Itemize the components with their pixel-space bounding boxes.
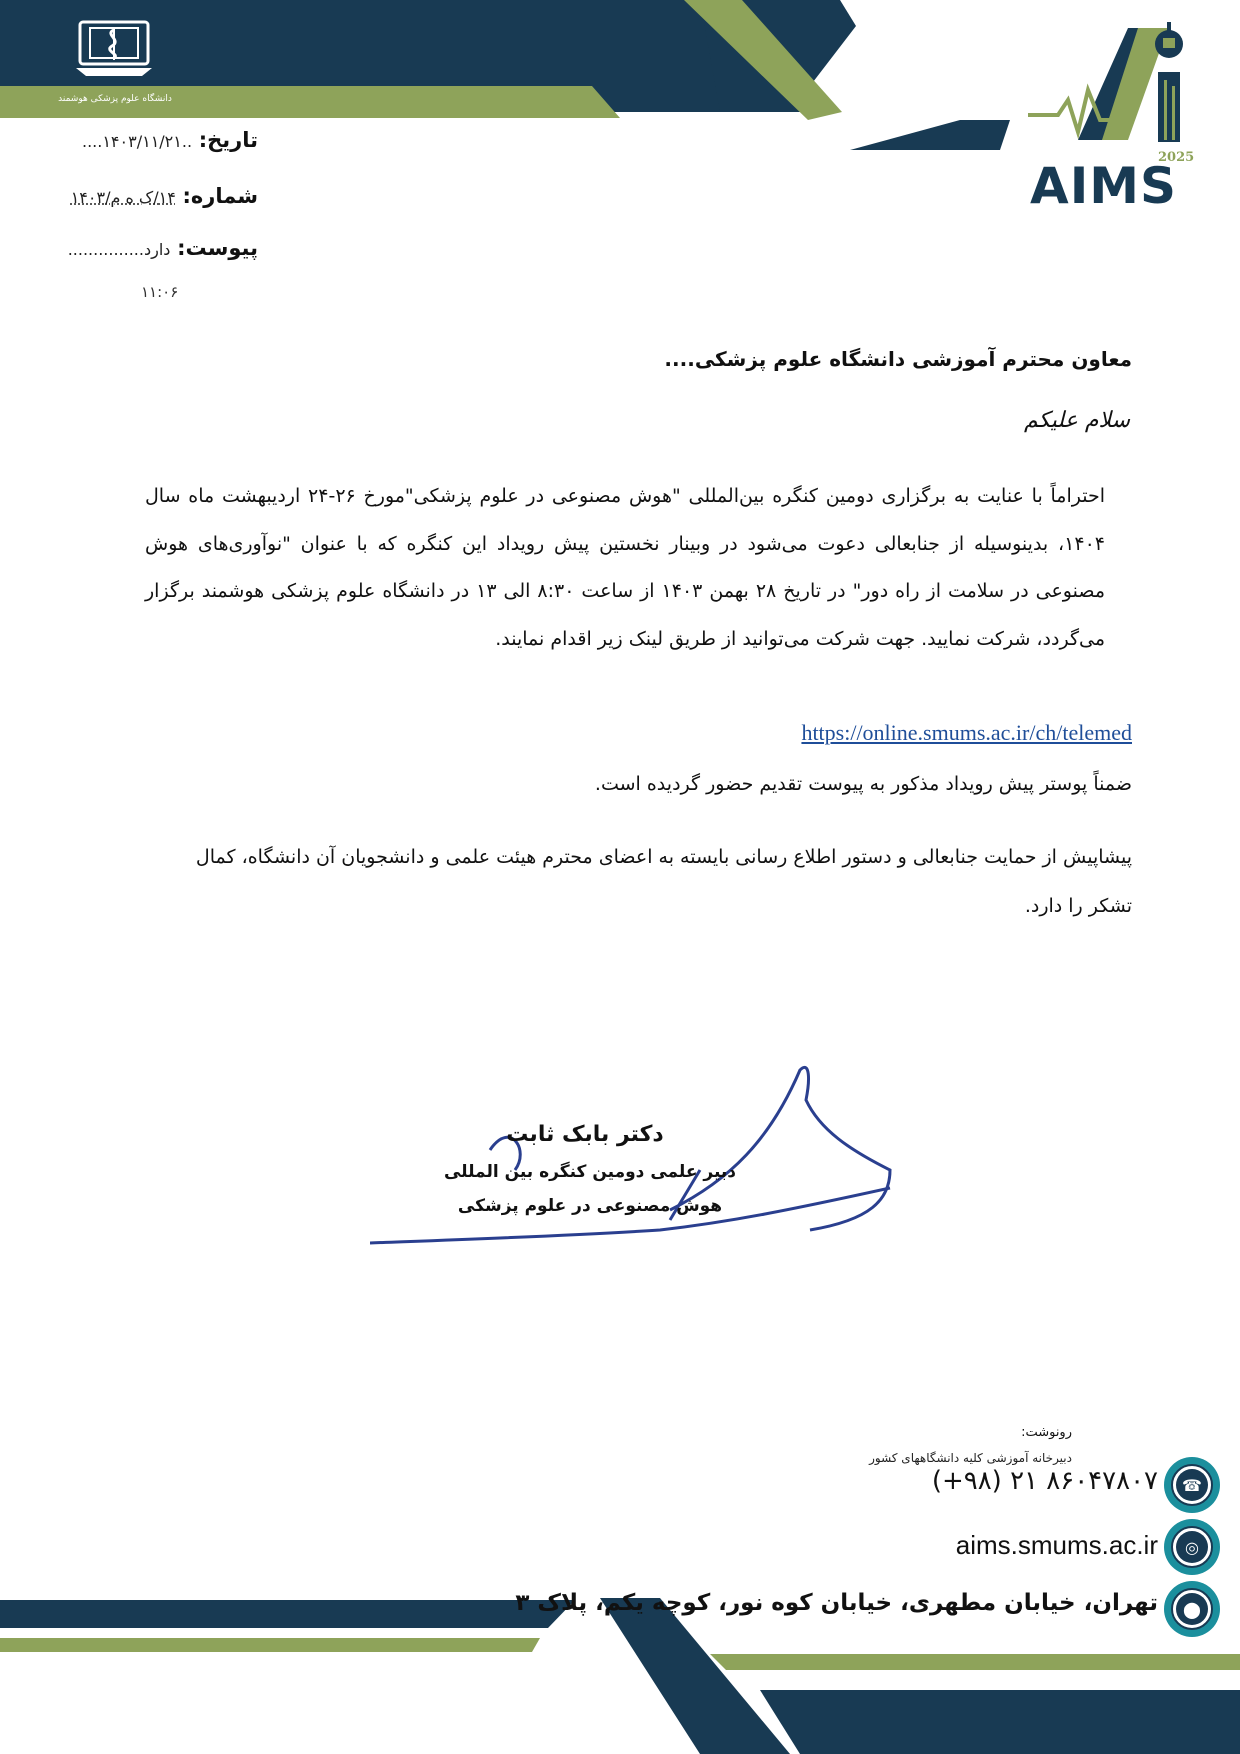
letter-paragraph-2: ضمناً پوستر پیش رویداد مذکور به پیوست تقدیم حضور گردیده است. [594,773,1132,795]
phone-icon: ☎ [1164,1457,1220,1513]
signatory-name: دکتر بابک ثابت [506,1122,664,1147]
aims-logo-text: AIMS [1030,157,1178,215]
attachment-label: پیوست: [177,236,258,260]
number-label: شماره: [182,184,258,208]
attachment-field [68,236,258,260]
webinar-link[interactable]: https://online.smums.ac.ir/ch/telemed [801,720,1132,745]
date-field [82,128,258,152]
number-value: ۱۴/ک ه م/۱۴۰۳ [70,188,176,207]
number-field [71,184,258,208]
letter-greeting: سلام علیکم [1023,408,1130,433]
signatory-title-line-2: هوش مصنوعی در علوم پزشکی [457,1196,723,1216]
location-pin-icon: ⬤ [1164,1581,1220,1637]
cc-recipient: دبیرخانه آموزشی کلیه دانشگاههای کشور [869,1451,1072,1465]
aims-logo-year: 2025 [1158,150,1195,165]
university-name: دانشگاه علوم پزشکی هوشمند [58,94,172,104]
contact-address: تهران، خیابان مطهری، خیابان کوه نور، کوچه یکم، پلاک ۳ [515,1590,1158,1616]
contact-website[interactable]: aims.smums.ac.ir [955,1530,1158,1560]
attachment-value: دارد............... [67,240,171,259]
globe-icon: ◎ [1164,1519,1220,1575]
signatory-title [440,1155,740,1223]
contact-phone: (+۹۸) ۲۱ ۸۶۰۴۷۸۰۷ [931,1466,1158,1496]
letter-recipient: معاون محترم آموزشی دانشگاه علوم پزشکی.... [664,347,1132,371]
date-value: ..۱۴۰۳/۱۱/۲۱.... [81,132,193,151]
letter-paragraph-1: احتراماً با عنایت به برگزاری دومین کنگره بین‌المللی "هوش مصنوعی در علوم پزشکی"مورخ ۲۶-۲۴ اردیبهشت ماه سال ۱۴۰۴، بدینوسیله از جنابعالی دعوت می‌شود در وبینار نخستین پیش رویداد این کنگره که با عنوان "نوآوری‌های هوش مصنوعی در سلامت از راه دور" در تاریخ ۲۸ بهمن ۱۴۰۳ از ساعت ۸:۳۰ الی ۱۳ در دانشگاه علوم پزشکی هوشمند برگزار می‌گردد، شرکت نمایید. جهت شرکت می‌توانید از طریق لینک زیر اقدام نمایند. [145,485,1106,650]
signatory-title-line-1: دبیر علمی دومین کنگره بین المللی [443,1162,737,1182]
letter-paragraph-3: پیشاپیش از حمایت جنابعالی و دستور اطلاع رسانی بایسته به اعضای محترم هیئت علمی و دانشجویان آن دانشگاه، کمال تشکر را دارد. [195,846,1132,917]
time-note: ۱۱:۰۶ [141,283,179,301]
date-label: تاریخ: [198,128,258,152]
university-logo-icon [74,18,154,80]
cc-label: رونوشت: [1021,1425,1072,1440]
